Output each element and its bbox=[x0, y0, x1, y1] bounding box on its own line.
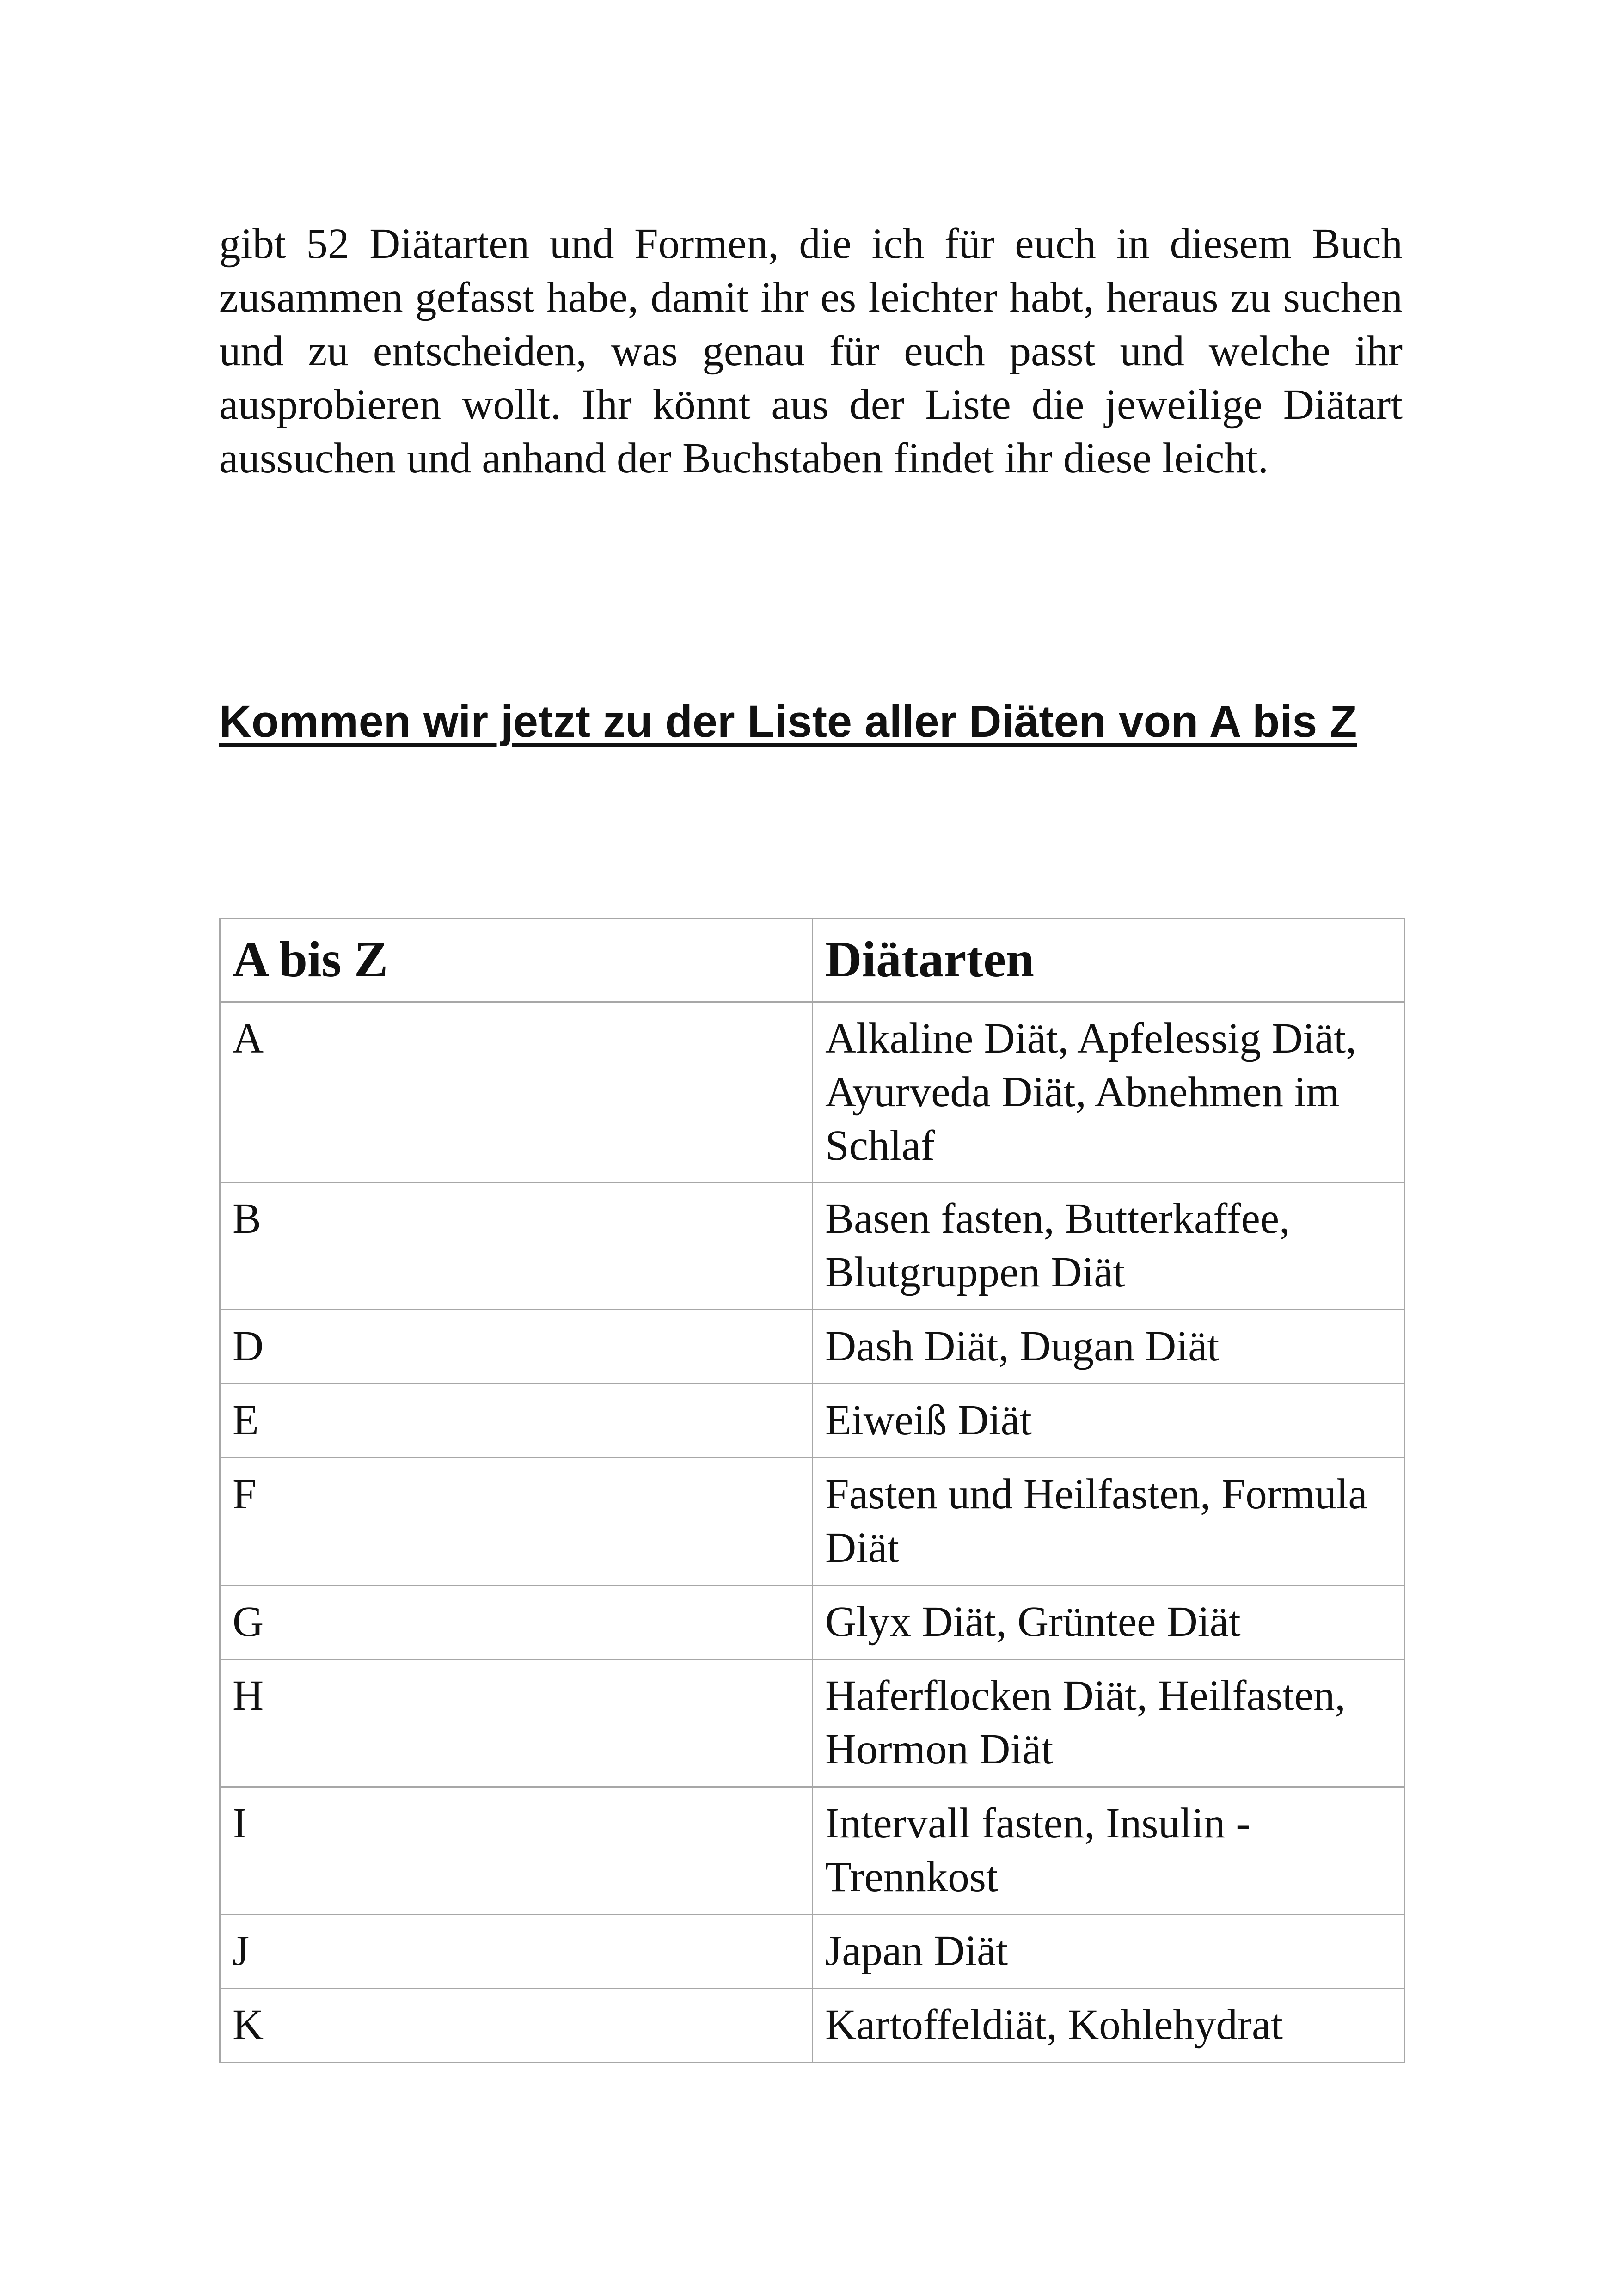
diets-cell: Basen fasten, Butterkaffee, Blutgruppen Diät bbox=[813, 1182, 1405, 1310]
letter-cell: H bbox=[220, 1659, 813, 1787]
table-row bbox=[220, 1002, 1405, 1182]
table-row bbox=[220, 1787, 1405, 1915]
column-header-diets: Diätarten bbox=[813, 919, 1405, 1002]
diets-cell: Fasten und Heilfasten, Formula Diät bbox=[813, 1458, 1405, 1586]
letter-cell: D bbox=[220, 1310, 813, 1384]
table-row bbox=[220, 1586, 1405, 1659]
table-row bbox=[220, 1659, 1405, 1787]
diets-cell: Japan Diät bbox=[813, 1915, 1405, 1989]
table-row bbox=[220, 1915, 1405, 1989]
table-row bbox=[220, 1310, 1405, 1384]
diets-cell: Glyx Diät, Grüntee Diät bbox=[813, 1586, 1405, 1659]
letter-cell: F bbox=[220, 1458, 813, 1586]
column-header-letters: A bis Z bbox=[220, 919, 813, 1002]
intro-paragraph: gibt 52 Diätarten und Formen, die ich für euch in diesem Buch zusammen gefasst habe, damit ihr es leichter habt, heraus zu suchen und zu entscheiden, was genau für euch passt und welche ihr ausprobieren wollt. Ihr könnt aus der Liste die jeweilige Diätart aussuchen und anhand der Buchstaben findet ihr diese leicht. bbox=[219, 220, 1403, 482]
letter-cell: G bbox=[220, 1586, 813, 1659]
diets-cell: Dash Diät, Dugan Diät bbox=[813, 1310, 1405, 1384]
letter-cell: B bbox=[220, 1182, 813, 1310]
table-row bbox=[220, 1384, 1405, 1458]
diets-cell: Kartoffeldiät, Kohlehydrat bbox=[813, 1989, 1405, 2063]
table-row bbox=[220, 1989, 1405, 2063]
table-row bbox=[220, 1182, 1405, 1310]
section-heading: Kommen wir jetzt zu der Liste aller Diäten von A bis Z bbox=[219, 696, 1357, 747]
letter-cell: J bbox=[220, 1915, 813, 1989]
letter-cell: A bbox=[220, 1002, 813, 1182]
table-row bbox=[220, 1458, 1405, 1586]
table-header-row bbox=[220, 919, 1405, 1002]
diets-cell: Alkaline Diät, Apfelessig Diät, Ayurveda Diät, Abnehmen im Schlaf bbox=[813, 1002, 1405, 1182]
diet-table bbox=[219, 918, 1405, 2063]
letter-cell: K bbox=[220, 1989, 813, 2063]
letter-cell: E bbox=[220, 1384, 813, 1458]
letter-cell: I bbox=[220, 1787, 813, 1915]
diets-cell: Eiweiß Diät bbox=[813, 1384, 1405, 1458]
diets-cell: Intervall fasten, Insulin - Trennkost bbox=[813, 1787, 1405, 1915]
diets-cell: Haferflocken Diät, Heilfasten, Hormon Diät bbox=[813, 1659, 1405, 1787]
